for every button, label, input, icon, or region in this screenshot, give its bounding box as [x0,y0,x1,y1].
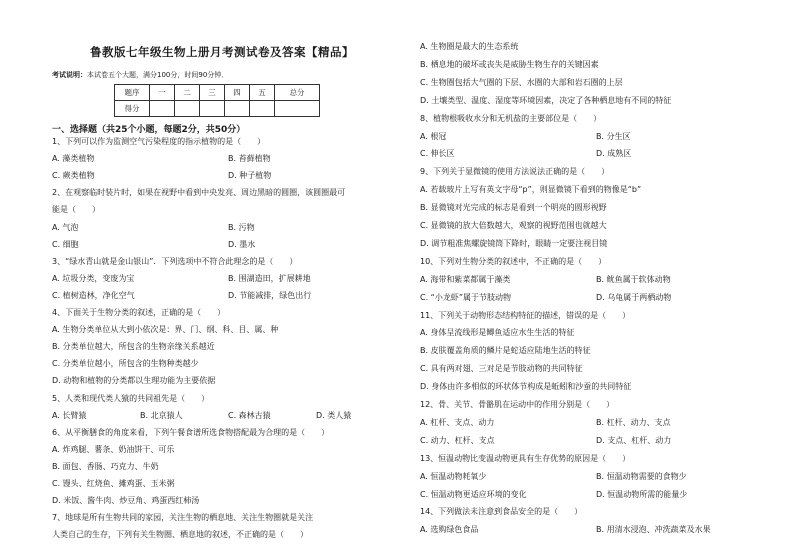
question-text: B. 面包、香肠、巧克力、牛奶 [52,461,159,471]
answer-option: A. 长臂猿 [52,410,87,420]
question-text: A. 炸鸡腿、薯条、奶油饼干、可乐 [52,444,175,454]
answer-option: D. 种子植物 [228,171,272,181]
question-text: 人类自己的生存，下列有关生物圈、栖息地的叙述，不正确的是（ ） [52,530,308,540]
answer-option: B. 苔藓植物 [228,154,271,164]
answer-option: A. 根冠 [420,131,447,141]
question-text: A. 生物圈是最大的生态系统 [420,42,519,51]
question-stem: 3、“绿水青山就是金山银山”．下列选项中不符合此理念的是（ ） [52,256,298,266]
answer-option: B. 恒温动物需要的食物少 [596,471,687,481]
score-header-cell: 五 [250,85,275,101]
score-row-label: 得分 [115,101,150,117]
question-text: A. 生物分类单位从大到小依次是：界、门、纲、科、目、属、种 [52,325,279,335]
question-stem: 4、下面关于生物分类的叙述，正确的是（ ） [52,308,226,317]
question-text: C. 生物圈包括大气圈的下层、水圈的大部和岩石圈的上层 [420,77,623,87]
question-stem: 2、在观察临时装片时，如果在视野中看到中央发亮、周边黑暗的圆圈，该圆圈最可 [52,188,346,198]
question-text: 能是（ ） [52,205,100,215]
score-header-cell: 总分 [275,85,320,101]
answer-option: C. 动力、杠杆、支点 [420,435,495,445]
question-text: D. 米饭、酱牛肉、炒豆角、鸡蛋西红柿汤 [52,496,200,506]
question-text: B. 皮肤覆盖角质的鳞片是蛇适应陆地生活的特征 [420,346,591,356]
score-header-cell: 一 [150,85,175,101]
question-text: D. 动物和植物的分类都以生理功能为主要依据 [52,376,216,386]
answer-option: B. 围湖造田，扩展耕地 [228,273,311,283]
score-cell [225,101,250,117]
question-text: C. 分类单位越小，所包含的生物种类越少 [52,359,199,369]
score-header-cell: 二 [175,85,200,101]
score-header-cell: 题序 [115,85,150,101]
exam-title: 鲁教版七年级生物上册月考测试卷及答案【精品】 [90,45,354,59]
answer-option: D. 支点、杠杆、动力 [596,435,672,445]
question-text: D. 调节粗准焦螺旋镜筒下降时，眼睛一定要注视目镜 [420,238,608,248]
question-text: C. 馒头、红烧鱼、摊鸡蛋、玉米粥 [52,479,175,488]
question-stem: 14、下列做法未注意到食品安全的是（ ） [420,507,583,517]
question-stem: 11、下列关于动物形态结构特征的描述，错误的是（ ） [420,310,631,320]
score-header-cell: 三 [200,85,225,101]
answer-option: B. 分生区 [596,131,631,141]
answer-option: A. 恒温动物耗氧少 [420,471,487,481]
question-stem: 6、从平衡膳食的角度来看，下列午餐食谱所选食物搭配最为合理的是（ ） [52,427,330,437]
answer-option: A. 藻类植物 [52,154,95,164]
answer-option: B. 鱿鱼属于软体动物 [596,274,671,284]
answer-option: C. 细胞 [52,239,79,249]
answer-option: D. 墨水 [228,239,256,249]
answer-option: C. “小龙虾”属于节肢动物 [420,292,511,302]
question-stem: 5、人类和现代类人猿的共同祖先是（ ） [52,393,210,403]
answer-option: C. 恒温动物更适应环境的变化 [420,489,527,499]
score-cell [200,101,225,117]
answer-option: A. 海带和紫菜都属于藻类 [420,274,511,284]
section-heading: 一、选择题（共25个小题，每题2分，共50分） [52,125,246,135]
answer-option: A. 气泡 [52,222,79,232]
score-table [114,84,320,117]
question-stem: 8、植物根吸收水分和无机盐的主要部位是（ ） [420,113,602,123]
question-stem: 13、恒温动物比变温动物更具有生存优势的原因是（ ） [420,453,631,463]
answer-option: C. 蕨类植物 [52,171,95,181]
exam-note [52,70,228,80]
score-header-row [115,85,320,101]
question-text: B. 栖息地的破坏或丧失是威胁生物生存的关键因素 [420,59,599,69]
answer-option: B. 污物 [228,222,255,232]
question-stem: 1、下列可以作为监测空气污染程度的指示植物的是（ ） [52,137,266,146]
answer-option: B. 北京猿人 [140,410,183,420]
answer-option: D. 恒温动物所需的能量少 [596,489,688,499]
answer-option: B. 杠杆、动力、支点 [596,417,671,427]
question-text: B. 显微镜对光完成的标志是看到一个明亮的圆形视野 [420,203,607,213]
answer-option: B. 用清水浸泡、冲洗蔬菜及水果 [596,525,711,535]
question-text: A. 若载玻片上写有英文字母“p”，则显微镜下看到的物像是“b” [420,185,642,195]
question-text: C. 显微镜的放大倍数越大，观察的视野范围也就越大 [420,221,607,230]
question-stem: 9、下列关于显微镜的使用方法说法正确的是（ ） [420,167,610,177]
question-stem: 7、地球是所有生物共同的家园，关注生物的栖息地、关注生物圈就是关注 [52,513,314,523]
answer-option: D. 成熟区 [596,149,632,159]
score-value-row [115,101,320,117]
question-stem: 10、下列对生物分类的叙述中，不正确的是（ ） [420,256,607,266]
score-cell [175,101,200,117]
score-cell [250,101,275,117]
question-text: C. 具有两对翅、三对足是节肢动物的共同特征 [420,364,583,374]
question-text: B. 分类单位越大，所包含的生物亲缘关系越近 [52,342,215,352]
question-stem: 12、骨、关节、骨骼肌在运动中的作用分别是（ ） [420,400,615,409]
question-text: D. 土壤类型、温度、湿度等环境因素，决定了各种栖息地有不同的特征 [420,95,672,105]
answer-option: C. 伸长区 [420,149,455,159]
score-cell [150,101,175,117]
answer-option: A. 杠杆、支点、动力 [420,417,495,427]
note-text: 本试卷五个大题，满分100分，时间90分钟． [87,71,229,79]
score-header-cell: 四 [225,85,250,101]
score-cell [275,101,320,117]
answer-option: A. 选购绿色食品 [420,525,479,535]
answer-option: D. 节能减排，绿色出行 [228,290,312,300]
answer-option: D. 类人猿 [316,410,352,420]
question-text: D. 身体由许多相似的环状体节构成是蚯蚓和沙蚕的共同特征 [420,382,632,392]
note-label: 考试说明： [52,71,87,79]
answer-option: A. 垃圾分类，变废为宝 [52,273,135,283]
answer-option: C. 森林古猿 [228,410,271,420]
answer-option: C. 植树造林，净化空气 [52,290,135,300]
answer-option: D. 乌龟属于两栖动物 [596,292,672,302]
question-text: A. 身体呈流线形是鲫鱼适应水生生活的特征 [420,328,575,338]
